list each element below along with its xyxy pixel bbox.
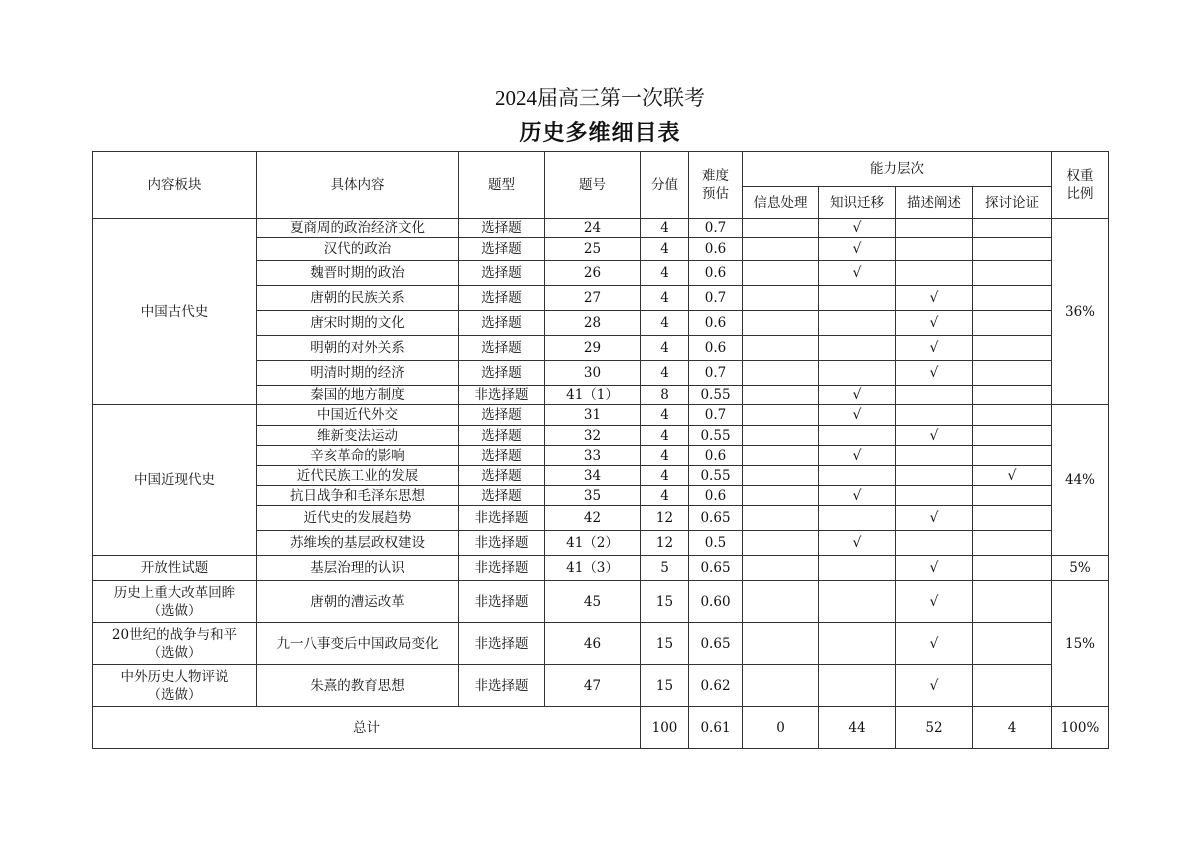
cell-number: 26 [545,261,641,286]
cell-content: 唐朝的民族关系 [257,286,459,311]
cell-info [743,405,819,426]
exam-spec-table [92,151,1109,749]
cell-argue [973,311,1052,336]
cell-score: 4 [641,336,689,361]
page-subtitle: 历史多维细目表 [519,121,681,146]
cell-transfer [819,336,896,361]
cell-transfer [819,311,896,336]
header-type: 题型 [459,152,545,219]
cell-type: 选择题 [459,238,545,261]
cell-transfer-check-mark: √ [819,531,896,556]
cell-describe [896,219,973,238]
cell-score: 4 [641,261,689,286]
cell-argue [973,531,1052,556]
cell-describe-check-mark: √ [896,311,973,336]
cell-difficulty: 0.65 [689,506,743,531]
cell-type: 选择题 [459,311,545,336]
total-row [93,707,1109,749]
cell-number: 34 [545,466,641,486]
cell-number: 27 [545,286,641,311]
cell-argue [973,446,1052,466]
block-name-line1: 中外历史人物评说 [120,668,229,685]
cell-score: 15 [641,623,689,665]
cell-describe-check-mark: √ [896,426,973,446]
cell-type: 选择题 [459,466,545,486]
cell-info [743,238,819,261]
page-title: 2024届高三第一次联考 [495,86,705,110]
total-weight: 100% [1052,707,1109,749]
cell-describe [896,238,973,261]
cell-transfer [819,581,896,623]
cell-score: 4 [641,219,689,238]
cell-info [743,386,819,405]
cell-describe [896,405,973,426]
cell-score: 5 [641,556,689,581]
block-name-line1: 历史上重大改革回眸 [113,584,236,601]
cell-content: 汉代的政治 [257,238,459,261]
cell-transfer [819,556,896,581]
cell-describe-check-mark: √ [896,361,973,386]
cell-content: 辛亥革命的影响 [257,446,459,466]
cell-number: 41（1） [545,386,641,405]
cell-score: 12 [641,531,689,556]
cell-transfer [819,466,896,486]
cell-info [743,286,819,311]
cell-content: 基层治理的认识 [257,556,459,581]
table-row [93,219,1109,238]
cell-describe [896,261,973,286]
header-weight [1052,152,1109,219]
cell-argue [973,261,1052,286]
cell-transfer [819,361,896,386]
cell-argue [973,336,1052,361]
cell-describe [896,386,973,405]
cell-score: 4 [641,361,689,386]
cell-info [743,506,819,531]
cell-info [743,446,819,466]
cell-number: 29 [545,336,641,361]
block-name [93,581,257,623]
block-weight: 15% [1052,581,1109,707]
cell-type: 选择题 [459,261,545,286]
table-row [93,556,1109,581]
cell-score: 4 [641,466,689,486]
cell-difficulty: 0.7 [689,219,743,238]
cell-content: 维新变法运动 [257,426,459,446]
cell-describe [896,446,973,466]
total-score: 100 [641,707,689,749]
cell-info [743,665,819,707]
total-ability-2: 52 [896,707,973,749]
cell-argue [973,665,1052,707]
cell-info [743,466,819,486]
cell-info [743,623,819,665]
cell-content: 明朝的对外关系 [257,336,459,361]
header-content: 具体内容 [257,152,459,219]
cell-type: 选择题 [459,361,545,386]
cell-difficulty: 0.55 [689,466,743,486]
cell-number: 45 [545,581,641,623]
cell-describe [896,531,973,556]
cell-number: 41（2） [545,531,641,556]
cell-describe-check-mark: √ [896,556,973,581]
cell-describe [896,466,973,486]
cell-score: 4 [641,238,689,261]
cell-argue [973,219,1052,238]
cell-type: 非选择题 [459,581,545,623]
cell-info [743,581,819,623]
block-name-line2: （选做） [147,686,202,703]
block-name-line2: （选做） [147,644,202,661]
block-name: 开放性试题 [93,556,257,581]
cell-describe [896,486,973,506]
cell-score: 12 [641,506,689,531]
cell-content: 夏商周的政治经济文化 [257,219,459,238]
cell-number: 47 [545,665,641,707]
cell-content: 唐朝的漕运改革 [257,581,459,623]
cell-difficulty: 0.65 [689,623,743,665]
header-difficulty-line2: 预估 [702,186,729,202]
header-block: 内容板块 [93,152,257,219]
cell-score: 15 [641,581,689,623]
block-name: 中国近现代史 [93,405,257,556]
cell-describe-check-mark: √ [896,623,973,665]
cell-describe-check-mark: √ [896,506,973,531]
cell-number: 31 [545,405,641,426]
cell-describe-check-mark: √ [896,286,973,311]
cell-type: 非选择题 [459,386,545,405]
header-difficulty-line1: 难度 [702,168,729,184]
cell-difficulty: 0.7 [689,361,743,386]
cell-info [743,531,819,556]
cell-argue [973,506,1052,531]
cell-info [743,311,819,336]
cell-content: 抗日战争和毛泽东思想 [257,486,459,506]
cell-difficulty: 0.6 [689,336,743,361]
cell-content: 近代史的发展趋势 [257,506,459,531]
cell-difficulty: 0.65 [689,556,743,581]
cell-transfer-check-mark: √ [819,219,896,238]
cell-score: 15 [641,665,689,707]
cell-info [743,486,819,506]
cell-number: 28 [545,311,641,336]
total-ability-1: 44 [819,707,896,749]
cell-content: 秦国的地方制度 [257,386,459,405]
cell-content: 朱熹的教育思想 [257,665,459,707]
cell-type: 选择题 [459,286,545,311]
cell-argue [973,426,1052,446]
cell-transfer-check-mark: √ [819,486,896,506]
cell-difficulty: 0.60 [689,581,743,623]
cell-info [743,556,819,581]
cell-difficulty: 0.6 [689,486,743,506]
total-label: 总计 [93,707,641,749]
cell-difficulty: 0.6 [689,311,743,336]
cell-transfer [819,665,896,707]
cell-describe-check-mark: √ [896,336,973,361]
cell-content: 唐宋时期的文化 [257,311,459,336]
block-name-line1: 20世纪的战争与和平 [111,626,238,643]
cell-score: 8 [641,386,689,405]
cell-content: 明清时期的经济 [257,361,459,386]
cell-number: 33 [545,446,641,466]
cell-argue [973,556,1052,581]
cell-type: 非选择题 [459,623,545,665]
table-row [93,581,1109,623]
cell-score: 4 [641,426,689,446]
block-weight: 5% [1052,556,1109,581]
header-ability-describe: 描述阐述 [896,187,973,219]
table-row [93,665,1109,707]
cell-number: 24 [545,219,641,238]
cell-number: 35 [545,486,641,506]
table-row [93,405,1109,426]
cell-transfer [819,426,896,446]
cell-score: 4 [641,446,689,466]
header-ability-argue: 探讨论证 [973,187,1052,219]
cell-score: 4 [641,486,689,506]
header-weight-line1: 权重 [1066,168,1094,184]
cell-difficulty: 0.62 [689,665,743,707]
cell-type: 非选择题 [459,665,545,707]
cell-number: 42 [545,506,641,531]
cell-argue [973,386,1052,405]
cell-number: 30 [545,361,641,386]
cell-type: 选择题 [459,486,545,506]
cell-info [743,219,819,238]
cell-type: 选择题 [459,446,545,466]
cell-content: 近代民族工业的发展 [257,466,459,486]
header-difficulty [689,152,743,219]
cell-transfer-check-mark: √ [819,446,896,466]
cell-argue-check-mark: √ [973,466,1052,486]
cell-difficulty: 0.6 [689,238,743,261]
cell-score: 4 [641,286,689,311]
cell-score: 4 [641,405,689,426]
cell-score: 4 [641,311,689,336]
cell-content: 苏维埃的基层政权建设 [257,531,459,556]
total-ability-0: 0 [743,707,819,749]
cell-content: 九一八事变后中国政局变化 [257,623,459,665]
cell-argue [973,486,1052,506]
cell-number: 32 [545,426,641,446]
block-name-line2: （选做） [147,602,202,619]
cell-transfer-check-mark: √ [819,405,896,426]
table-row [93,623,1109,665]
header-number: 题号 [545,152,641,219]
cell-content: 中国近代外交 [257,405,459,426]
cell-content: 魏晋时期的政治 [257,261,459,286]
cell-argue [973,238,1052,261]
cell-difficulty: 0.7 [689,405,743,426]
cell-type: 选择题 [459,426,545,446]
header-ability-transfer: 知识迁移 [819,187,896,219]
cell-transfer [819,623,896,665]
cell-argue [973,623,1052,665]
cell-transfer [819,506,896,531]
cell-type: 非选择题 [459,506,545,531]
cell-transfer-check-mark: √ [819,238,896,261]
cell-argue [973,581,1052,623]
header-score: 分值 [641,152,689,219]
cell-type: 非选择题 [459,556,545,581]
header-ability: 能力层次 [743,152,1052,187]
cell-difficulty: 0.6 [689,446,743,466]
cell-type: 选择题 [459,219,545,238]
cell-difficulty: 0.7 [689,286,743,311]
block-name [93,665,257,707]
cell-transfer [819,286,896,311]
cell-transfer-check-mark: √ [819,261,896,286]
header-ability-info: 信息处理 [743,187,819,219]
cell-describe-check-mark: √ [896,665,973,707]
cell-info [743,426,819,446]
cell-difficulty: 0.6 [689,261,743,286]
block-name [93,623,257,665]
cell-type: 选择题 [459,336,545,361]
header-weight-line2: 比例 [1066,186,1094,202]
cell-type: 非选择题 [459,531,545,556]
cell-type: 选择题 [459,405,545,426]
cell-describe-check-mark: √ [896,581,973,623]
total-difficulty: 0.61 [689,707,743,749]
cell-info [743,261,819,286]
cell-difficulty: 0.55 [689,386,743,405]
cell-transfer-check-mark: √ [819,386,896,405]
cell-info [743,336,819,361]
block-weight: 36% [1052,219,1109,405]
cell-argue [973,405,1052,426]
cell-difficulty: 0.5 [689,531,743,556]
cell-number: 25 [545,238,641,261]
cell-argue [973,286,1052,311]
cell-argue [973,361,1052,386]
block-name: 中国古代史 [93,219,257,405]
cell-difficulty: 0.55 [689,426,743,446]
cell-number: 41（3） [545,556,641,581]
cell-number: 46 [545,623,641,665]
cell-info [743,361,819,386]
block-weight: 44% [1052,405,1109,556]
total-ability-3: 4 [973,707,1052,749]
